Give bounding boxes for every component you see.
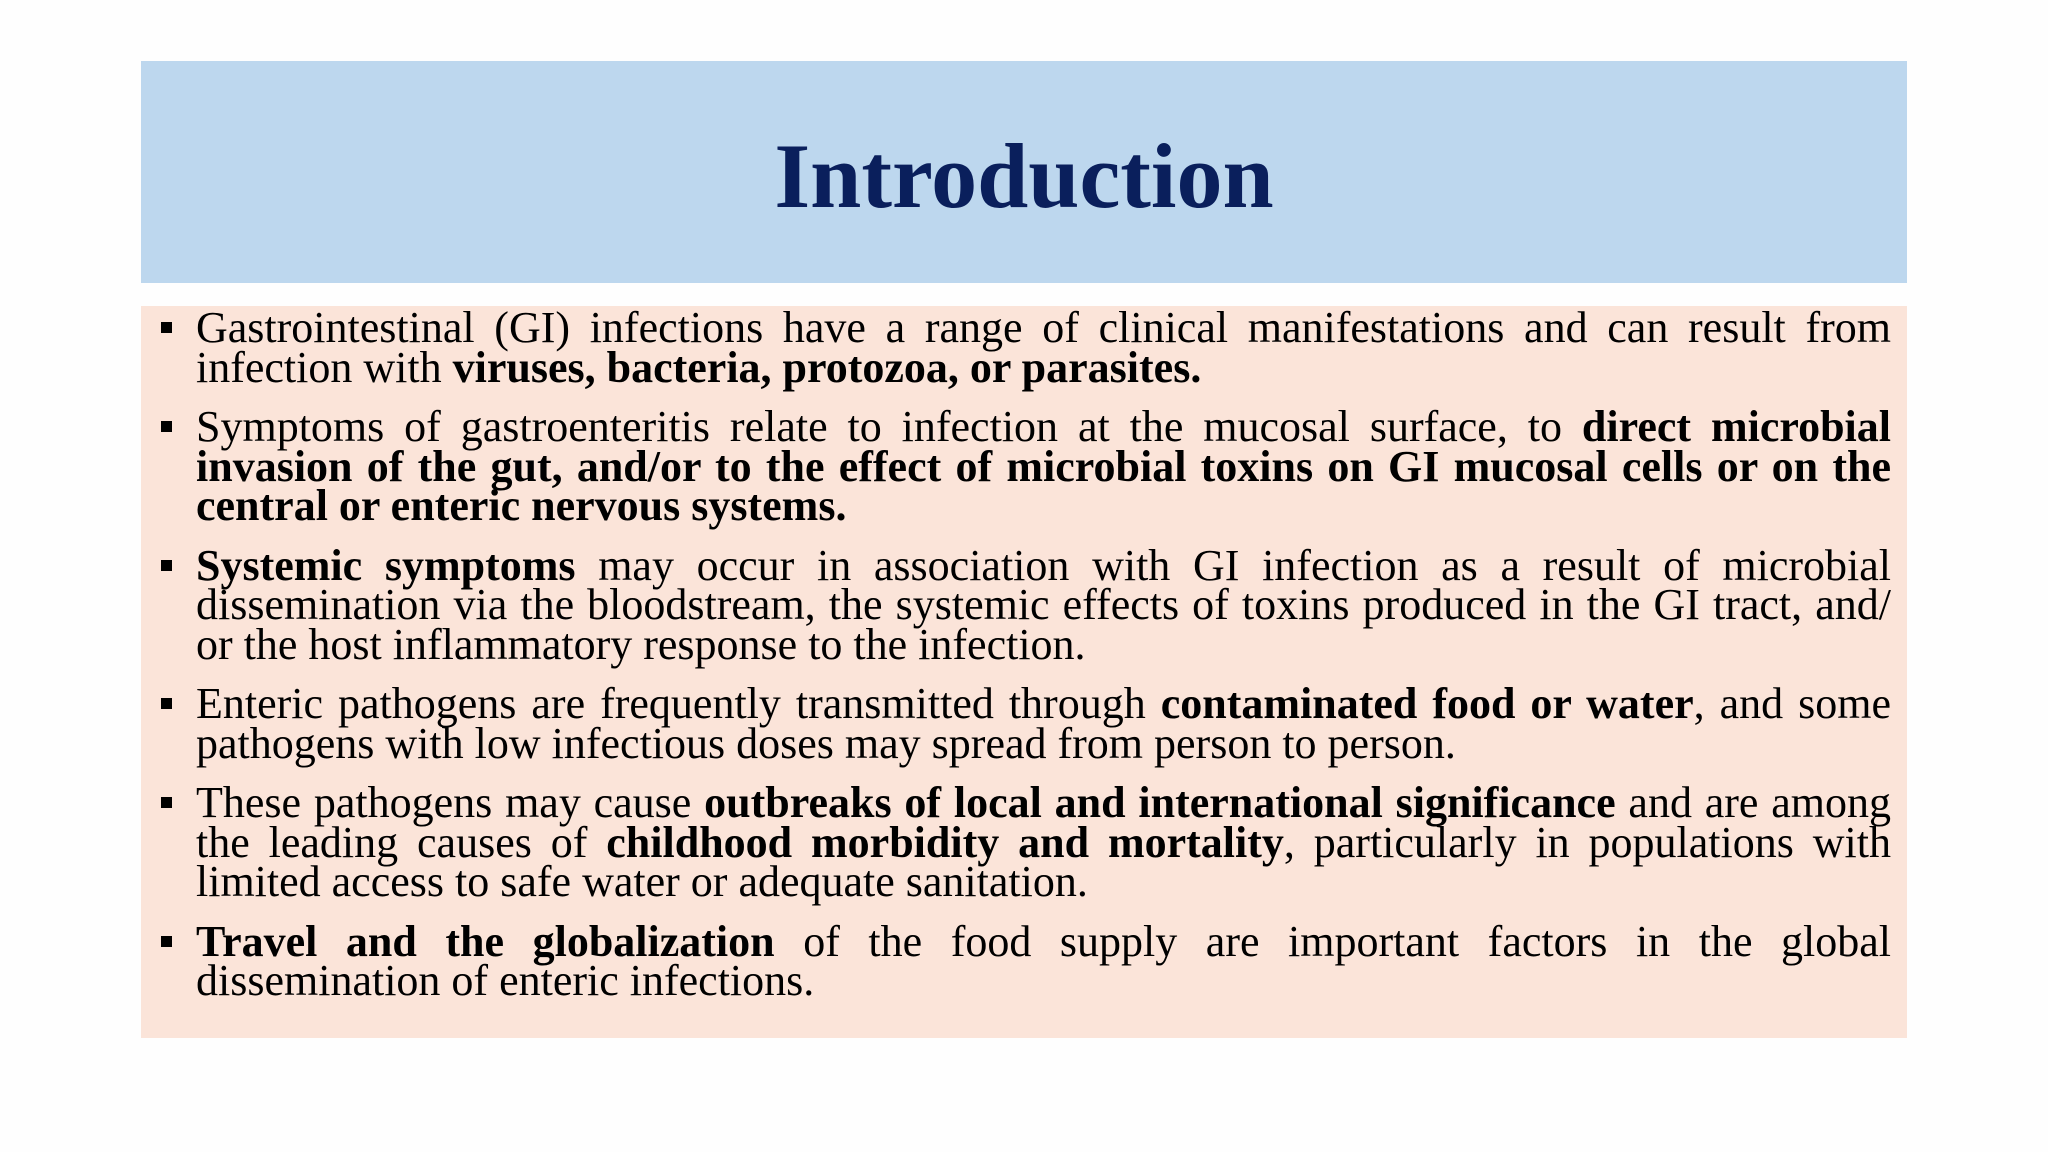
bullet-item [141,778,1907,906]
bullet-text-bold: viruses, bacteria, protozoa, or parasites. [452,342,1202,392]
bullet-text: and are among the leading causes of [196,778,1892,867]
bullet-item [141,916,1907,1005]
square-bullet-icon [161,797,172,808]
bullet-text-bold: Travel and the globalization [196,916,775,966]
bullet-text-bold: outbreaks of local and international significance [704,778,1616,827]
bullet-list [141,303,1907,1021]
bullet-item [141,540,1907,669]
square-bullet-icon [161,560,172,571]
bullet-text: may occur in association with GI infection as a result of microbial dissemination via the bloodstream, the systemic effects of toxins produced in the GI tract, and/ or the host inflammatory response to the infection. [196,540,1891,669]
bullet-text: Gastrointestinal (GI) infections have a range of clinical manifestations and can result from infection with [196,303,1891,392]
slide-title: Introduction [774,125,1274,227]
bullet-item [141,679,1907,768]
bullet-text-bold: contaminated food or water [1160,679,1694,728]
bullet-item [141,402,1907,530]
bullet-text-bold: childhood morbidity and mortality [606,817,1284,867]
content-box [141,303,1907,1038]
bullet-text: , and some pathogens with low infectious doses may spread from person to person. [196,679,1891,768]
bullet-text: of the food supply are important factors in the global dissemination of enteric infections. [196,916,1891,1005]
square-bullet-icon [161,322,172,333]
bullet-item [141,303,1907,392]
bullet-text: Enteric pathogens are frequently transmitted through [196,679,1161,728]
bullet-text-bold: direct microbial invasion of the gut, and/or to the effect of microbial toxins on GI mucosal cells or on the central or enteric nervous systems. [196,402,1892,530]
bullet-text: Symptoms of gastroenteritis relate to infection at the mucosal surface, to [196,402,1582,451]
square-bullet-icon [161,421,172,432]
title-band [141,61,1907,283]
square-bullet-icon [161,698,172,709]
bullet-text: , particularly in populations with limited access to safe water or adequate sanitation. [196,817,1891,906]
square-bullet-icon [161,936,172,947]
bullet-text: These pathogens may cause [196,778,705,827]
bullet-text-bold: Systemic symptoms [196,540,576,590]
